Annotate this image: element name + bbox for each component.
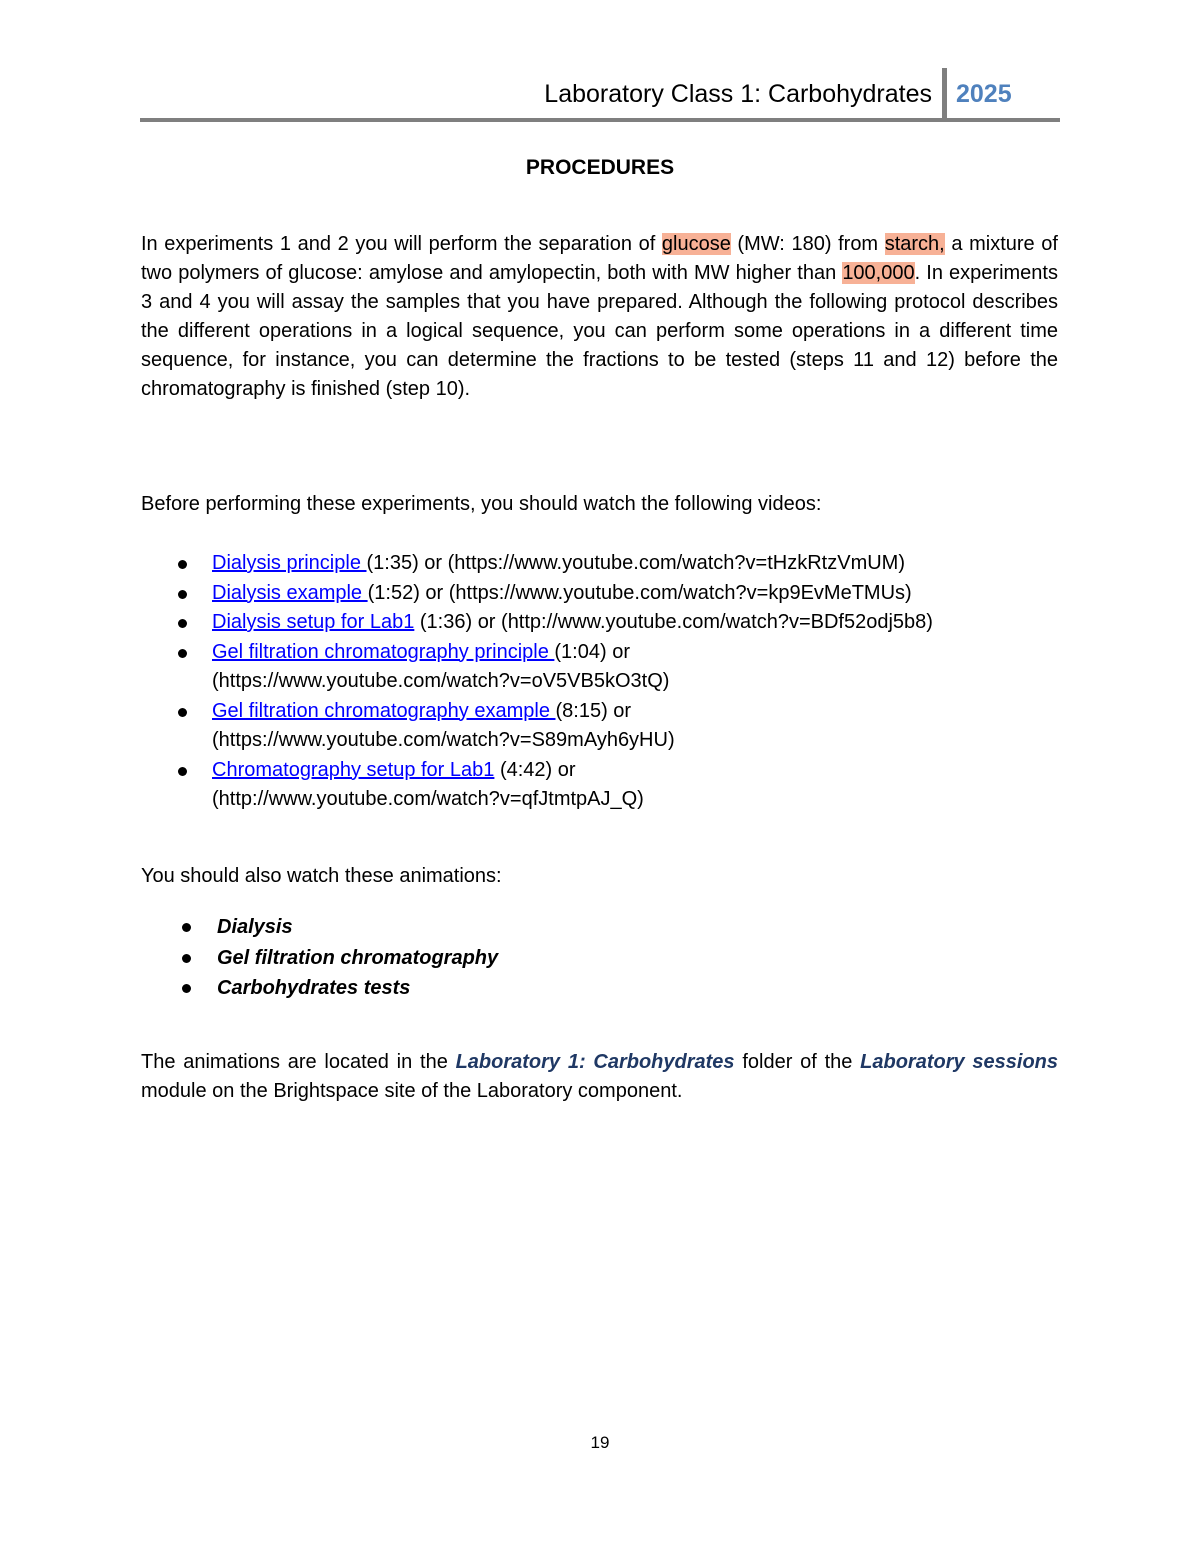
highlight-mw: 100,000 <box>842 262 915 284</box>
video-link-dialysis-example[interactable]: Dialysis example <box>212 581 368 604</box>
list-item: Dialysis example (1:52) or (https://www.youtube.com/watch?v=kp9EvMeTMUs) <box>141 579 1058 609</box>
list-item: Carbohydrates tests <box>141 973 1058 1004</box>
video-link-gel-filtration-principle[interactable]: Gel filtration chromatography principle <box>212 640 555 663</box>
list-item: Gel filtration chromatography principle (1:04) or (https://www.youtube.com/watch?v=oV5VB5kO3tQ) <box>141 638 1058 697</box>
list-item: Dialysis <box>141 912 1058 943</box>
page-header <box>140 68 1060 124</box>
video-link-dialysis-setup[interactable]: Dialysis setup for Lab1 <box>212 611 415 633</box>
module-name: Laboratory sessions <box>860 1051 1058 1073</box>
list-item: Gel filtration chromatography example (8:15) or (https://www.youtube.com/watch?v=S89mAyh6yHU) <box>141 697 1058 756</box>
video-link-dialysis-principle[interactable]: Dialysis principle <box>212 552 367 574</box>
list-item: Chromatography setup for Lab1 (4:42) or (http://www.youtube.com/watch?v=qfJtmtpAJ_Q) <box>141 756 1058 815</box>
video-link-gel-filtration-example[interactable]: Gel filtration chromatography example <box>212 699 556 722</box>
animations-location-note: The animations are located in the Laboratory 1: Carbohydrates folder of the Laboratory sessions module on the Brightspace site of the Laboratory component. <box>141 1051 1058 1102</box>
highlight-starch: starch, <box>884 233 945 255</box>
video-list <box>141 549 1058 815</box>
section-heading: PROCEDURES <box>525 156 675 179</box>
video-link-chromatography-setup[interactable]: Chromatography setup for Lab1 <box>212 758 495 781</box>
list-item: Gel filtration chromatography <box>141 943 1058 974</box>
list-item: Dialysis principle (1:35) or (https://www.youtube.com/watch?v=tHzkRtzVmUM) <box>141 549 1058 579</box>
animations-intro: You should also watch these animations: <box>141 865 502 887</box>
intro-paragraph: In experiments 1 and 2 you will perform the separation of glucose (MW: 180) from starch, a mixture of two polymers of glucose: amylose and amylopectin, both with MW higher than 100,000. In experiments 3 and 4 you will assay the samples that you have prepared. Although the following protocol describes the different operations in a logical sequence, you can perform some operations in a different time sequence, for instance, you can determine the fractions to be tested (steps 11 and 12) before the chromatography is finished (step 10). <box>141 233 1058 400</box>
folder-name: Laboratory 1: Carbohydrates <box>455 1051 735 1073</box>
page-number: 19 <box>590 1433 610 1452</box>
header-rule <box>140 118 1060 122</box>
header-title: Laboratory Class 1: Carbohydrates <box>544 80 932 108</box>
animation-list <box>141 912 1058 1004</box>
videos-intro: Before performing these experiments, you should watch the following videos: <box>141 493 822 515</box>
header-separator <box>942 68 947 118</box>
highlight-glucose: glucose <box>661 233 731 255</box>
list-item: Dialysis setup for Lab1 (1:36) or (http://www.youtube.com/watch?v=BDf52odj5b8) <box>141 608 1058 638</box>
header-year: 2025 <box>956 80 1012 108</box>
